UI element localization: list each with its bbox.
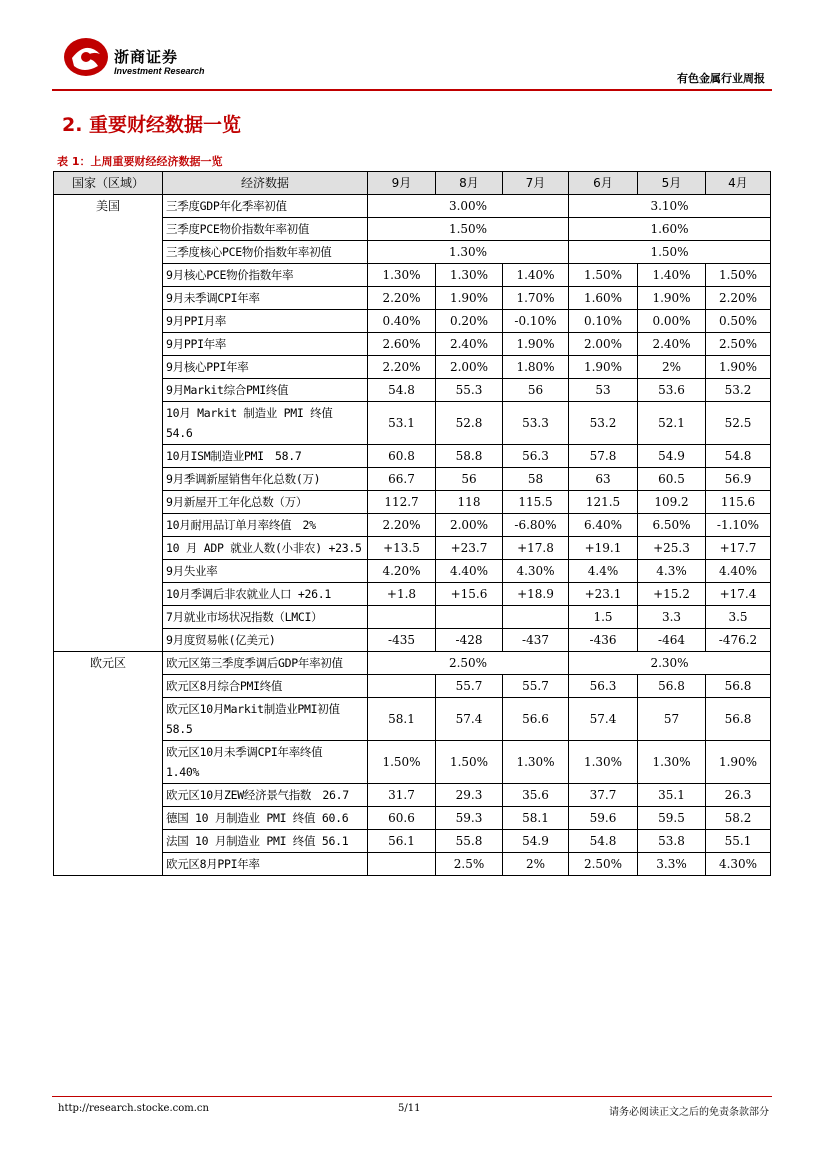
value-cell: 63	[569, 468, 638, 491]
value-cell: 56.9	[706, 468, 771, 491]
value-cell: 2.20%	[706, 287, 771, 310]
value-cell: 58	[503, 468, 569, 491]
economic-data-table	[53, 171, 771, 876]
value-cell: 2.00%	[436, 514, 503, 537]
value-cell: 1.40%	[638, 264, 706, 287]
value-cell: 1.30%	[368, 264, 436, 287]
brand-name-cn: 浙商证券	[114, 48, 179, 66]
value-cell: 4.40%	[436, 560, 503, 583]
value-cell: 109.2	[638, 491, 706, 514]
quarterly-value-cell: 3.00%	[368, 195, 569, 218]
value-cell: 35.6	[503, 784, 569, 807]
value-cell: +17.4	[706, 583, 771, 606]
table-row	[54, 195, 771, 218]
value-cell: -0.10%	[503, 310, 569, 333]
value-cell: 57.4	[436, 698, 503, 741]
quarterly-value-cell: 1.50%	[569, 241, 771, 264]
value-cell: 0.00%	[638, 310, 706, 333]
value-cell: 35.1	[638, 784, 706, 807]
value-cell: 1.90%	[569, 356, 638, 379]
country-cell: 欧元区	[54, 652, 163, 876]
value-cell: 54.9	[503, 830, 569, 853]
value-cell: 2.50%	[569, 853, 638, 876]
value-cell: 56	[503, 379, 569, 402]
value-cell: +17.7	[706, 537, 771, 560]
economic-data-table-wrapper	[53, 171, 770, 876]
value-cell: +18.9	[503, 583, 569, 606]
value-cell: 3.5	[706, 606, 771, 629]
value-cell: 53.2	[706, 379, 771, 402]
value-cell: 1.90%	[638, 287, 706, 310]
value-cell	[368, 853, 436, 876]
value-cell: 37.7	[569, 784, 638, 807]
value-cell: 54.8	[569, 830, 638, 853]
indicator-name-cell: 9月未季调CPI年率	[163, 287, 368, 310]
value-cell: 4.4%	[569, 560, 638, 583]
footer-url[interactable]: http://research.stocke.com.cn	[58, 1103, 209, 1114]
indicator-name-cell: 9月失业率	[163, 560, 368, 583]
quarterly-value-cell: 1.30%	[368, 241, 569, 264]
report-type: 有色金属行业周报	[677, 72, 765, 85]
value-cell: 58.8	[436, 445, 503, 468]
value-cell: 66.7	[368, 468, 436, 491]
value-cell: 112.7	[368, 491, 436, 514]
value-cell: 1.30%	[638, 741, 706, 784]
table-body	[54, 195, 771, 876]
footer-divider	[52, 1096, 772, 1097]
value-cell: 55.7	[436, 675, 503, 698]
value-cell: 3.3%	[638, 853, 706, 876]
value-cell: 60.8	[368, 445, 436, 468]
quarterly-value-cell: 1.60%	[569, 218, 771, 241]
value-cell: 56.8	[706, 675, 771, 698]
value-cell: 4.3%	[638, 560, 706, 583]
table-header-row	[54, 172, 771, 195]
value-cell: 55.8	[436, 830, 503, 853]
value-cell: 59.3	[436, 807, 503, 830]
value-cell: +15.2	[638, 583, 706, 606]
indicator-name-cell: 欧元区10月Markit制造业PMI初值 58.5	[163, 698, 368, 741]
value-cell: 59.5	[638, 807, 706, 830]
indicator-name-cell: 9月季调新屋销售年化总数(万)	[163, 468, 368, 491]
value-cell: 2.40%	[436, 333, 503, 356]
country-cell: 美国	[54, 195, 163, 652]
value-cell: 1.90%	[503, 333, 569, 356]
value-cell: +25.3	[638, 537, 706, 560]
column-header: 9月	[368, 172, 436, 195]
header-divider	[52, 89, 772, 91]
value-cell: 54.8	[706, 445, 771, 468]
column-header: 经济数据	[163, 172, 368, 195]
indicator-name-cell: 三季度GDP年化季率初值	[163, 195, 368, 218]
brand-name-en: Investment Research	[114, 66, 205, 76]
indicator-name-cell: 三季度PCE物价指数年率初值	[163, 218, 368, 241]
indicator-name-cell: 三季度核心PCE物价指数年率初值	[163, 241, 368, 264]
value-cell	[503, 606, 569, 629]
indicator-name-cell: 9月核心PCE物价指数年率	[163, 264, 368, 287]
value-cell: 53.1	[368, 402, 436, 445]
value-cell: 0.20%	[436, 310, 503, 333]
value-cell: 2.50%	[706, 333, 771, 356]
value-cell: +1.8	[368, 583, 436, 606]
value-cell: 115.6	[706, 491, 771, 514]
value-cell: 4.30%	[503, 560, 569, 583]
value-cell: 4.40%	[706, 560, 771, 583]
indicator-name-cell: 10 月 ADP 就业人数(小非农) +23.5	[163, 537, 368, 560]
value-cell: 2.00%	[569, 333, 638, 356]
indicator-name-cell: 9月核心PPI年率	[163, 356, 368, 379]
value-cell: 60.6	[368, 807, 436, 830]
value-cell: 52.5	[706, 402, 771, 445]
value-cell: 57.8	[569, 445, 638, 468]
indicator-name-cell: 欧元区8月综合PMI终值	[163, 675, 368, 698]
value-cell: 29.3	[436, 784, 503, 807]
value-cell: 56.1	[368, 830, 436, 853]
value-cell: 1.50%	[436, 741, 503, 784]
value-cell: 56	[436, 468, 503, 491]
value-cell: 1.40%	[503, 264, 569, 287]
value-cell: +23.7	[436, 537, 503, 560]
value-cell: 54.8	[368, 379, 436, 402]
value-cell: 54.9	[638, 445, 706, 468]
section-title: 2. 重要财经数据一览	[62, 114, 242, 136]
indicator-name-cell: 10月耐用品订单月率终值 2%	[163, 514, 368, 537]
value-cell: 1.90%	[706, 741, 771, 784]
value-cell: -1.10%	[706, 514, 771, 537]
value-cell: 52.1	[638, 402, 706, 445]
value-cell: 53	[569, 379, 638, 402]
quarterly-value-cell: 2.50%	[368, 652, 569, 675]
value-cell: 118	[436, 491, 503, 514]
value-cell: +19.1	[569, 537, 638, 560]
value-cell: 3.3	[638, 606, 706, 629]
value-cell: 52.8	[436, 402, 503, 445]
value-cell: 31.7	[368, 784, 436, 807]
value-cell: -6.80%	[503, 514, 569, 537]
value-cell: 2.40%	[638, 333, 706, 356]
value-cell: 1.50%	[368, 741, 436, 784]
indicator-name-cell: 9月度贸易帐(亿美元)	[163, 629, 368, 652]
indicator-name-cell: 9月PPI年率	[163, 333, 368, 356]
value-cell: 4.20%	[368, 560, 436, 583]
value-cell: 1.70%	[503, 287, 569, 310]
value-cell: 56.6	[503, 698, 569, 741]
value-cell: 56.8	[706, 698, 771, 741]
column-header: 4月	[706, 172, 771, 195]
column-header: 6月	[569, 172, 638, 195]
value-cell: 1.5	[569, 606, 638, 629]
value-cell: +15.6	[436, 583, 503, 606]
indicator-name-cell: 欧元区10月ZEW经济景气指数 26.7	[163, 784, 368, 807]
table-row	[54, 652, 771, 675]
quarterly-value-cell: 2.30%	[569, 652, 771, 675]
value-cell	[368, 606, 436, 629]
value-cell: 2%	[503, 853, 569, 876]
value-cell: 1.60%	[569, 287, 638, 310]
value-cell: 115.5	[503, 491, 569, 514]
value-cell: 60.5	[638, 468, 706, 491]
value-cell: 1.90%	[706, 356, 771, 379]
value-cell: 1.50%	[706, 264, 771, 287]
value-cell: 26.3	[706, 784, 771, 807]
column-header: 8月	[436, 172, 503, 195]
value-cell: 57.4	[569, 698, 638, 741]
value-cell	[436, 606, 503, 629]
value-cell: 121.5	[569, 491, 638, 514]
value-cell: 2.5%	[436, 853, 503, 876]
quarterly-value-cell: 3.10%	[569, 195, 771, 218]
value-cell: 53.6	[638, 379, 706, 402]
value-cell: -464	[638, 629, 706, 652]
indicator-name-cell: 9月Markit综合PMI终值	[163, 379, 368, 402]
indicator-name-cell: 7月就业市场状况指数（LMCI）	[163, 606, 368, 629]
value-cell: -437	[503, 629, 569, 652]
value-cell: 55.3	[436, 379, 503, 402]
value-cell: -435	[368, 629, 436, 652]
value-cell: 55.7	[503, 675, 569, 698]
value-cell: 1.30%	[503, 741, 569, 784]
indicator-name-cell: 9月PPI月率	[163, 310, 368, 333]
value-cell: 2.20%	[368, 287, 436, 310]
value-cell: +23.1	[569, 583, 638, 606]
value-cell: 2%	[638, 356, 706, 379]
value-cell: 2.00%	[436, 356, 503, 379]
value-cell: 58.1	[503, 807, 569, 830]
value-cell: 1.50%	[569, 264, 638, 287]
value-cell: 1.30%	[436, 264, 503, 287]
page-header	[0, 0, 827, 96]
value-cell: 1.80%	[503, 356, 569, 379]
value-cell: 0.50%	[706, 310, 771, 333]
value-cell: 53.3	[503, 402, 569, 445]
indicator-name-cell: 德国 10 月制造业 PMI 终值 60.6	[163, 807, 368, 830]
value-cell: 57	[638, 698, 706, 741]
value-cell	[368, 675, 436, 698]
indicator-name-cell: 法国 10 月制造业 PMI 终值 56.1	[163, 830, 368, 853]
value-cell: 56.3	[503, 445, 569, 468]
value-cell: 55.1	[706, 830, 771, 853]
value-cell: 6.50%	[638, 514, 706, 537]
indicator-name-cell: 9月新屋开工年化总数（万）	[163, 491, 368, 514]
value-cell: 59.6	[569, 807, 638, 830]
value-cell: 0.40%	[368, 310, 436, 333]
footer-disclaimer: 请务必阅读正文之后的免责条款部分	[609, 1107, 769, 1118]
value-cell: 1.90%	[436, 287, 503, 310]
value-cell: 56.3	[569, 675, 638, 698]
value-cell: 53.2	[569, 402, 638, 445]
column-header: 7月	[503, 172, 569, 195]
column-header: 国家（区域）	[54, 172, 163, 195]
indicator-name-cell: 欧元区10月未季调CPI年率终值 1.40%	[163, 741, 368, 784]
indicator-name-cell: 10月季调后非农就业人口 +26.1	[163, 583, 368, 606]
value-cell: 2.20%	[368, 356, 436, 379]
value-cell: 58.2	[706, 807, 771, 830]
value-cell: -428	[436, 629, 503, 652]
value-cell: 2.60%	[368, 333, 436, 356]
value-cell: 2.20%	[368, 514, 436, 537]
indicator-name-cell: 10月ISM制造业PMI 58.7	[163, 445, 368, 468]
page-number: 5/11	[398, 1103, 421, 1114]
indicator-name-cell: 欧元区8月PPI年率	[163, 853, 368, 876]
quarterly-value-cell: 1.50%	[368, 218, 569, 241]
value-cell: 0.10%	[569, 310, 638, 333]
value-cell: 53.8	[638, 830, 706, 853]
logo-icon	[62, 36, 110, 78]
value-cell: 4.30%	[706, 853, 771, 876]
value-cell: +13.5	[368, 537, 436, 560]
value-cell: 58.1	[368, 698, 436, 741]
value-cell: +17.8	[503, 537, 569, 560]
column-header: 5月	[638, 172, 706, 195]
indicator-name-cell: 欧元区第三季度季调后GDP年率初值	[163, 652, 368, 675]
value-cell: -436	[569, 629, 638, 652]
table-caption: 表 1：上周重要财经经济数据一览	[57, 155, 223, 168]
value-cell: -476.2	[706, 629, 771, 652]
value-cell: 1.30%	[569, 741, 638, 784]
value-cell: 56.8	[638, 675, 706, 698]
value-cell: 6.40%	[569, 514, 638, 537]
indicator-name-cell: 10月 Markit 制造业 PMI 终值 54.6	[163, 402, 368, 445]
